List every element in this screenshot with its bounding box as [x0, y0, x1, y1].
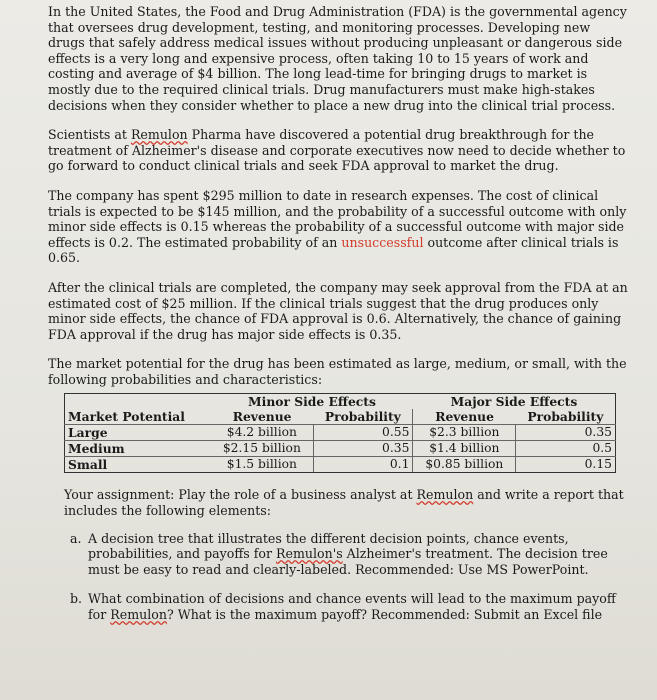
list-item: b. What combination of decisions and chance events will lead to the maximum payoff for Remulon? What is the maximum payoff? Recommended: Submit an Excel file — [70, 591, 616, 623]
unsuccessful-highlight: unsuccessful — [341, 234, 424, 250]
col-minor-revenue: Revenue — [211, 409, 313, 425]
col-major-revenue: Revenue — [413, 409, 516, 425]
paragraph-market-potential: The market potential for the drug has been estimated as large, medium, or small, with the following probabilities and characteristics: — [48, 356, 627, 387]
list-item: a. A decision tree that illustrates the different decision points, chance events, probabilities, and payoffs for Remulon's Alzheimer's treatment. The decision tree must be easy to read and clearly-labeled. Recommended: Use MS PowerPoint. — [70, 530, 608, 577]
col-minor-probability: Probability — [313, 409, 413, 425]
market-potential-table — [64, 393, 616, 473]
paragraph-remulon-discovery: Scientists at Remulon Pharma have discovered a potential drug breakthrough for the treatment of Alzheimer's disease and corporate executives now need to decide whether to go forward to conduct clinical trials and seek FDA approval to market the drug. — [48, 127, 626, 174]
table-row: Small $1.5 billion 0.1 $0.85 billion 0.15 — [65, 457, 616, 473]
group-header-major: Major Side Effects — [413, 394, 616, 410]
document-page — [48, 4, 628, 623]
col-major-probability: Probability — [516, 409, 616, 425]
company-name: Remulon — [130, 127, 188, 143]
group-header-minor: Minor Side Effects — [211, 394, 413, 410]
assignment-section — [48, 487, 628, 622]
paragraph-fda-approval: After the clinical trials are completed, the company may seek approval from the FDA at an estimated cost of $25 million. If the clinical trials suggest that the drug produces only minor side effects, the chance of FDA approval is 0.6. Alternatively, the chance of gaining FDA approval if the drug has major side effects is 0.35. — [48, 279, 628, 342]
table-row: Medium $2.15 billion 0.35 $1.4 billion 0.5 — [65, 441, 616, 457]
paragraph-fda-intro: In the United States, the Food and Drug Administration (FDA) is the governmental agency that oversees drug development, testing, and monitoring processes. Developing new drugs that safely address medical issues without producing unpleasant or dangerous side effects is a very long and expensive process, often taking 10 to 15 years of work and costing and average of $4 billion. The long lead-time for bringing drugs to market is mostly due to the required clinical trials. Drug manufacturers must make high-stakes decisions when they consider whether to place a new drug into the clinical trial process. — [48, 4, 627, 113]
assignment-intro: Your assignment: Play the role of a business analyst at Remulon and write a report that includes the following elements: — [64, 487, 624, 519]
paragraph-costs-probabilities: The company has spent $295 million to date in research expenses. The cost of clinical trials is expected to be $145 million, and the probability of a successful outcome with only minor side effects is 0.15 whereas the probability of a successful outcome with major side effects is 0.2. The estimated probability of an unsuccessful outcome after clinical trials is 0.65. — [48, 187, 627, 266]
col-market-potential: Market Potential — [65, 409, 212, 425]
table-row: Large $4.2 billion 0.55 $2.3 billion 0.35 — [65, 425, 616, 441]
